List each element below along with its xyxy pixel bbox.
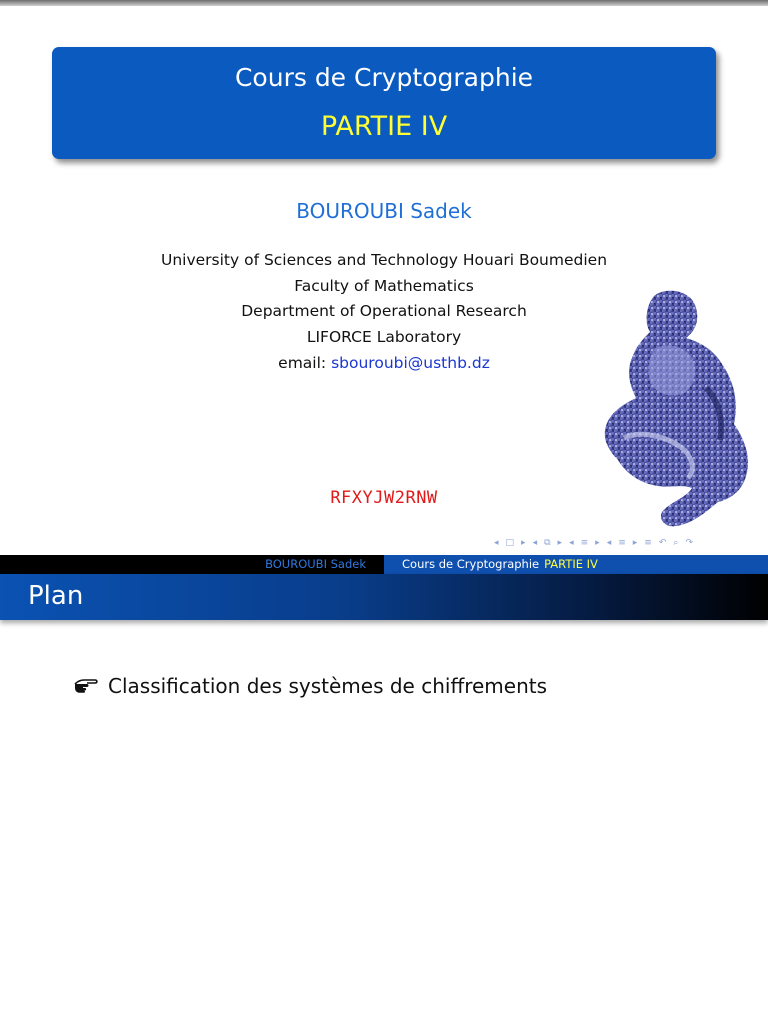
- nav-subsection-icon[interactable]: ⧉: [544, 538, 551, 548]
- affiliation-university: University of Sciences and Technology Houari Boumedien: [160, 251, 608, 269]
- footline-author: BOUROUBI Sadek: [0, 555, 384, 574]
- nav-prev-subsection-icon[interactable]: ◂: [532, 538, 538, 548]
- frame-title: Plan: [28, 581, 84, 611]
- nav-prev-part-icon[interactable]: ◂: [606, 538, 612, 548]
- nav-next-icon[interactable]: ▸: [521, 538, 526, 548]
- top-rule: [0, 0, 768, 6]
- nav-section-icon[interactable]: ≡: [580, 538, 589, 548]
- list-item-text: Classification des systèmes de chiffrements: [108, 674, 548, 698]
- footline-part: PARTIE IV: [544, 557, 598, 571]
- nav-back-icon[interactable]: ↶: [658, 538, 667, 548]
- thinker-statue-image: [596, 288, 756, 530]
- nav-search-icon[interactable]: ⌕: [673, 538, 679, 548]
- nav-forward-icon[interactable]: ↷: [685, 538, 693, 548]
- email-label: email:: [278, 354, 327, 372]
- nav-part-icon[interactable]: ≡: [618, 538, 626, 548]
- nav-next-subsection-icon[interactable]: ▸: [557, 538, 563, 548]
- nav-first-icon[interactable]: ◂: [494, 538, 499, 548]
- nav-next-section-icon[interactable]: ▸: [595, 538, 600, 548]
- document-stamp: RFXYJW2RNW: [330, 488, 438, 508]
- presentation-subtitle: PARTIE IV: [320, 111, 448, 142]
- nav-next-part-icon[interactable]: ▸: [632, 538, 638, 548]
- nav-frame-icon[interactable]: □: [505, 538, 515, 548]
- beamer-navigation: [494, 536, 693, 550]
- affiliation-faculty: Faculty of Mathematics: [294, 277, 474, 295]
- frame-title-bar: [0, 574, 768, 620]
- title-block: [52, 47, 716, 159]
- nav-toc-icon[interactable]: ≡: [644, 538, 652, 548]
- author-name: BOUROUBI Sadek: [296, 199, 472, 223]
- nav-prev-section-icon[interactable]: ◂: [569, 538, 574, 548]
- footline-title-block: [384, 555, 768, 574]
- email-line: [130, 354, 638, 372]
- pointing-hand-icon: [74, 677, 98, 695]
- affiliation-department: Department of Operational Research: [241, 302, 527, 320]
- affiliation-laboratory: LIFORCE Laboratory: [306, 328, 462, 346]
- list-item: [74, 674, 547, 698]
- email-link[interactable]: sbouroubi@usthb.dz: [331, 354, 490, 372]
- presentation-title: Cours de Cryptographie: [234, 63, 534, 92]
- footline-title: Cours de Cryptographie: [402, 557, 540, 571]
- footline: [0, 555, 768, 574]
